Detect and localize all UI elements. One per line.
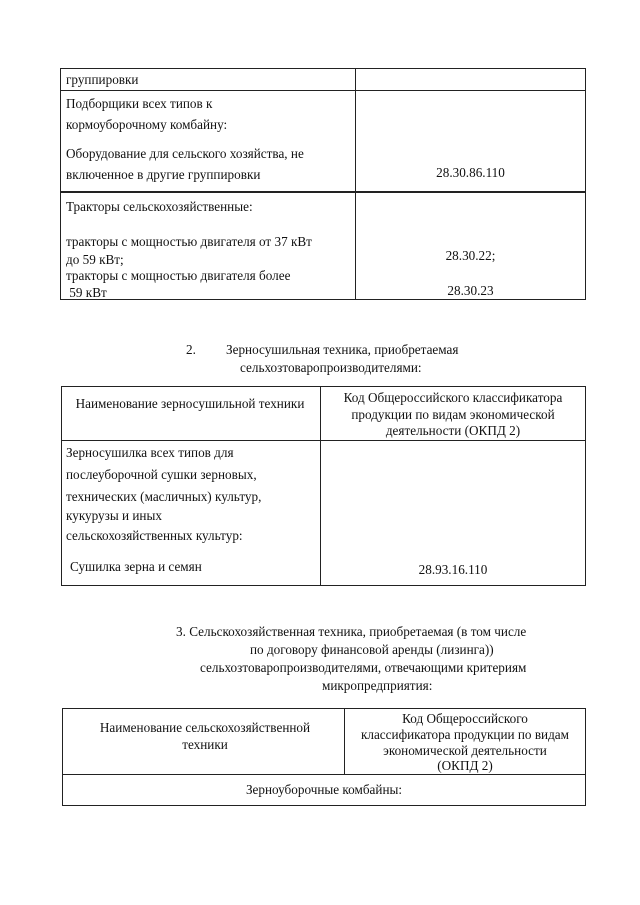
- okpd-code: 28.30.86.110: [436, 165, 505, 180]
- table-3-header-code: Код Общероссийского: [402, 711, 528, 726]
- section-title: по договору финансовой аренды (лизинга)): [250, 642, 494, 657]
- table-1-cell-text: тракторы с мощностью двигателя более: [66, 268, 291, 283]
- table-1-cell-text: Тракторы сельскохозяйственные:: [66, 199, 253, 214]
- table-1-cell-text: кормоуборочному комбайну:: [66, 117, 228, 132]
- table-3-header-code: классификатора продукции по видам: [360, 727, 570, 742]
- table-2-cell-text: Сушилка зерна и семян: [70, 559, 202, 574]
- table-1-cell-text: тракторы с мощностью двигателя от 37 кВт: [66, 234, 312, 249]
- table-3-header-name: Наименование сельскохозяйственной техники: [99, 720, 311, 752]
- table-1-column-divider: [355, 68, 356, 300]
- table-2-row-divider: [61, 440, 586, 441]
- table-1-cell-text: Подборщики всех типов к: [66, 96, 213, 111]
- table-2-header-code: Код Общероссийского классификатора продукции по видам экономической деятельности (ОКПД 2): [343, 390, 563, 438]
- table-1-cell-text: включенное в другие группировки: [66, 167, 261, 182]
- section-title: микропредприятия:: [322, 678, 433, 693]
- table-1-row-divider: [60, 90, 586, 91]
- section-title: сельхозтоваропроизводителями, отвечающими критериям: [200, 660, 527, 675]
- table-2-cell-text: сельскохозяйственных культур:: [66, 528, 243, 543]
- table-2-column-divider: [320, 386, 321, 586]
- section-title: 3. Сельскохозяйственная техника, приобретаемая (в том числе: [176, 624, 527, 639]
- table-3-header-code: экономической деятельности: [383, 743, 547, 758]
- table-2-header-name: Наименование зерносушильной техники: [75, 396, 305, 411]
- section-title: Зерносушильная техника, приобретаемая: [226, 342, 459, 357]
- table-2-cell-text: послеуборочной сушки зерновых,: [66, 467, 257, 482]
- section-title: сельхозтоваропроизводителями:: [240, 360, 422, 375]
- table-3-span-row: Зерноуборочные комбайны:: [245, 782, 403, 797]
- table-1-cell-text: до 59 кВт;: [66, 252, 124, 267]
- table-1-row-divider: [60, 191, 586, 193]
- table-1-cell-text: 59 кВт: [66, 285, 107, 300]
- table-3-row-divider: [62, 774, 586, 775]
- okpd-code: 28.93.16.110: [418, 562, 488, 577]
- table-2-cell-text: технических (масличных) культур,: [66, 489, 262, 504]
- section-number: 2.: [186, 342, 196, 357]
- table-1-cell-text: группировки: [66, 72, 139, 87]
- table-3-header-code: (ОКПД 2): [437, 758, 493, 773]
- table-1-cell-text: Оборудование для сельского хозяйства, не: [66, 146, 304, 161]
- okpd-code: 28.30.22;: [445, 248, 496, 263]
- okpd-code: 28.30.23: [447, 283, 494, 298]
- table-2-cell-text: Зерносушилка всех типов для: [66, 445, 234, 460]
- table-2-cell-text: кукурузы и иных: [66, 508, 162, 523]
